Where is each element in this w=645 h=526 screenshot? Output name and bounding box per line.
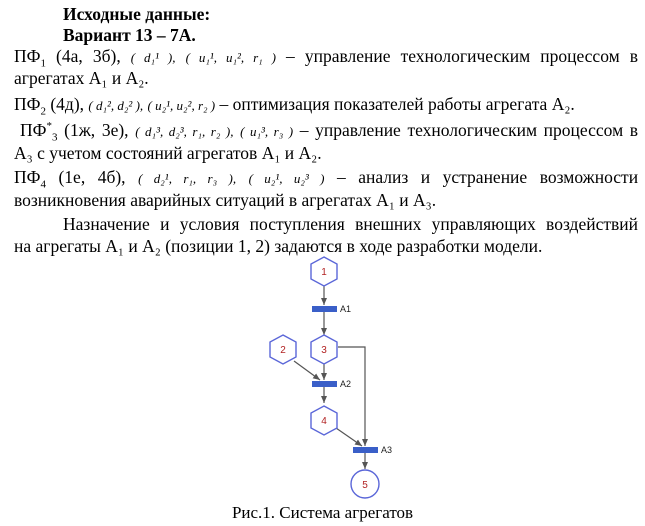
- transition-a2-label: A2: [340, 379, 352, 389]
- place-2-label: 2: [280, 345, 286, 356]
- source-data-heading: Исходные данные:: [63, 4, 211, 24]
- pf3-output-vector: ( u₁³, r₃ ): [240, 124, 294, 139]
- pf4-label: $ПФ_4$: [14, 167, 46, 191]
- paragraph-line-1: Назначение и условия поступления внешних управляющих воздействий: [63, 214, 638, 234]
- pf4-output-vector: ( u₂¹, u₂³ ): [248, 171, 325, 186]
- pf1-description: – управление технологическим процессом в: [286, 46, 639, 66]
- variant-heading: Вариант 13 – 7А.: [63, 25, 196, 45]
- pf1-label: $ПФ_1$: [14, 46, 46, 70]
- place-3-label: 3: [321, 345, 327, 356]
- paragraph-line-2: на агрегаты А₁ и А₂ (позиции 1, 2) задаются в ходе разработки модели.: [14, 236, 543, 256]
- place-4-label: 4: [321, 416, 327, 427]
- pf3-description-cont: А₃ с учетом состояний агрегатов А₁ и А₂.: [14, 143, 322, 163]
- arc-p2-a2: [294, 361, 320, 380]
- pf3-description: – управление технологическим процессом в: [299, 120, 639, 140]
- pf1-input-vector: ( d₁¹ ),: [130, 50, 176, 65]
- figure-caption: Рис.1. Система агрегатов: [231, 503, 414, 522]
- pf1-args: (4а, 3б),: [56, 46, 121, 66]
- pf4-description: – анализ и устранение возможности: [336, 167, 639, 187]
- pf2-description: – оптимизация показателей работы агрегата А₂.: [219, 94, 575, 114]
- pf2-label: $ПФ_2$: [14, 94, 46, 118]
- transition-a1-label: A1: [340, 304, 352, 314]
- place-1-label: 1: [321, 267, 327, 278]
- transition-a3-label: A3: [381, 445, 393, 455]
- pf3-input-vector: ( d₁³, d₂³, r₁, r₂ ),: [135, 124, 234, 139]
- pf3-label: $ПФ^*_3$: [20, 120, 58, 144]
- transition-a2: [312, 381, 337, 387]
- arc-p4-a3: [336, 428, 362, 446]
- pf4-description-cont: возникновения аварийных ситуаций в агрегатах А₁ и А₃.: [14, 190, 437, 210]
- place-5-label: 5: [362, 480, 368, 491]
- pf1-output-vector: ( u₁¹, u₁², r₁ ): [185, 50, 276, 65]
- arc-p3-a3: [338, 347, 365, 446]
- transition-a3: [353, 447, 378, 453]
- pf4-args: (1е, 4б),: [58, 167, 126, 187]
- pf1-description-cont: агрегатах А₁ и А₂.: [14, 68, 149, 88]
- transition-a1: [312, 306, 337, 312]
- pf2-input-vector: ( d₁², d₂² ),: [88, 98, 144, 113]
- pf4-input-vector: ( d₂¹, r₁, r₃ ),: [138, 171, 237, 186]
- pf2-args: (4д),: [50, 94, 85, 114]
- pf2-output-vector: ( u₂¹, u₂², r₂ ): [147, 98, 216, 113]
- pf3-args: (1ж, 3е),: [64, 120, 129, 140]
